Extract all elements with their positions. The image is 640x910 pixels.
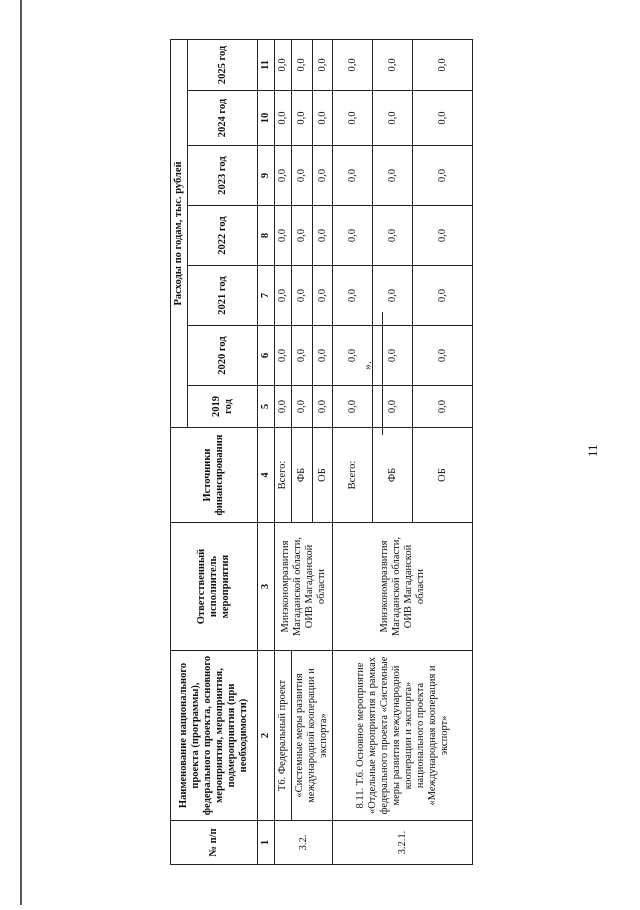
value-cell: 0,0 xyxy=(275,206,292,266)
row-source: ОБ xyxy=(312,428,333,523)
header-year: 2021 год xyxy=(188,266,258,326)
header-year: 2020 год xyxy=(188,326,258,386)
value-cell: 0,0 xyxy=(275,91,292,146)
value-cell: 0,0 xyxy=(373,39,413,90)
value-cell: 0,0 xyxy=(413,39,473,90)
value-cell: 0,0 xyxy=(312,266,333,326)
column-number: 9 xyxy=(258,146,275,206)
value-cell: 0,0 xyxy=(312,386,333,428)
column-number: 1 xyxy=(258,821,275,865)
value-cell: 0,0 xyxy=(312,326,333,386)
value-cell: 0,0 xyxy=(373,91,413,146)
value-cell: 0,0 xyxy=(333,206,373,266)
header-number: № п/п xyxy=(171,821,258,865)
header-row-1 xyxy=(171,39,188,864)
value-cell: 0,0 xyxy=(333,386,373,428)
row-name: 8.11. Т.6. Основное мероприятие «Отдельные мероприятия в рамках федерального проекта «Системные меры развития международной кооперации и экспорта» национального проекта «Международная кооперация и экспорт» xyxy=(333,651,473,821)
column-number: 6 xyxy=(258,326,275,386)
value-cell: 0,0 xyxy=(333,39,373,90)
column-number: 7 xyxy=(258,266,275,326)
header-year: 2019 год xyxy=(188,386,258,428)
value-cell: 0,0 xyxy=(292,386,313,428)
column-number: 8 xyxy=(258,206,275,266)
column-number: 4 xyxy=(258,428,275,523)
table-row xyxy=(292,39,313,864)
value-cell: 0,0 xyxy=(333,266,373,326)
row-source: Всего: xyxy=(275,428,292,523)
column-number: 2 xyxy=(258,651,275,821)
table-row xyxy=(275,39,292,864)
table-row xyxy=(333,39,373,864)
closing-mark: ». xyxy=(360,361,374,370)
value-cell: 0,0 xyxy=(275,266,292,326)
expenses-table xyxy=(170,39,473,865)
value-cell: 0,0 xyxy=(275,146,292,206)
column-number: 10 xyxy=(258,91,275,146)
value-cell: 0,0 xyxy=(333,146,373,206)
value-cell: 0,0 xyxy=(373,146,413,206)
value-cell: 0,0 xyxy=(292,206,313,266)
value-cell: 0,0 xyxy=(373,326,413,386)
value-cell: 0,0 xyxy=(413,386,473,428)
value-cell: 0,0 xyxy=(333,326,373,386)
value-cell: 0,0 xyxy=(373,386,413,428)
value-cell: 0,0 xyxy=(413,91,473,146)
header-executor: Ответственный исполнитель мероприятия xyxy=(171,523,258,651)
header-year: 2025 год xyxy=(188,39,258,90)
value-cell: 0,0 xyxy=(292,266,313,326)
row-executor: Минэкономразвития Магаданской области, ОИВ Магаданской области xyxy=(333,523,473,651)
page-number: 11 xyxy=(585,444,600,457)
closing-line xyxy=(382,312,383,435)
column-number: 3 xyxy=(258,523,275,651)
value-cell: 0,0 xyxy=(292,91,313,146)
value-cell: 0,0 xyxy=(413,266,473,326)
value-cell: 0,0 xyxy=(373,206,413,266)
value-cell: 0,0 xyxy=(292,146,313,206)
value-cell: 0,0 xyxy=(413,146,473,206)
value-cell: 0,0 xyxy=(312,146,333,206)
value-cell: 0,0 xyxy=(373,266,413,326)
row-name-title: Т6. Федеральный проект xyxy=(275,651,292,821)
header-year: 2023 год xyxy=(188,146,258,206)
value-cell: 0,0 xyxy=(312,206,333,266)
column-number: 11 xyxy=(258,39,275,90)
value-cell: 0,0 xyxy=(275,386,292,428)
row-number: 3.2. xyxy=(275,821,333,865)
header-source: Источники финансирования xyxy=(171,428,258,523)
header-year: 2024 год xyxy=(188,91,258,146)
value-cell: 0,0 xyxy=(312,91,333,146)
value-cell: 0,0 xyxy=(275,39,292,90)
value-cell: 0,0 xyxy=(275,326,292,386)
row-source: Всего: xyxy=(333,428,373,523)
value-cell: 0,0 xyxy=(413,326,473,386)
row-source: ОБ xyxy=(413,428,473,523)
row-source: ФБ xyxy=(373,428,413,523)
value-cell: 0,0 xyxy=(292,326,313,386)
header-name: Наименование национального проекта (программы), федерального проекта, основного мероприятия, мероприятия, подмероприятия (при необходимости) xyxy=(171,651,258,821)
row-executor: Минэкономразвития Магаданской области, ОИВ Магаданской области xyxy=(275,523,333,651)
column-number-row xyxy=(258,39,275,864)
value-cell: 0,0 xyxy=(413,206,473,266)
value-cell: 0,0 xyxy=(333,91,373,146)
row-name-detail: «Системные меры развития международной кооперации и экспорта» xyxy=(292,651,333,821)
value-cell: 0,0 xyxy=(312,39,333,90)
value-cell: 0,0 xyxy=(292,39,313,90)
header-year: 2022 год xyxy=(188,206,258,266)
header-expenses-group: Расходы по годам, тыс. рублей xyxy=(171,39,188,427)
row-number: 3.2.1. xyxy=(333,821,473,865)
row-source: ФБ xyxy=(292,428,313,523)
column-number: 5 xyxy=(258,386,275,428)
